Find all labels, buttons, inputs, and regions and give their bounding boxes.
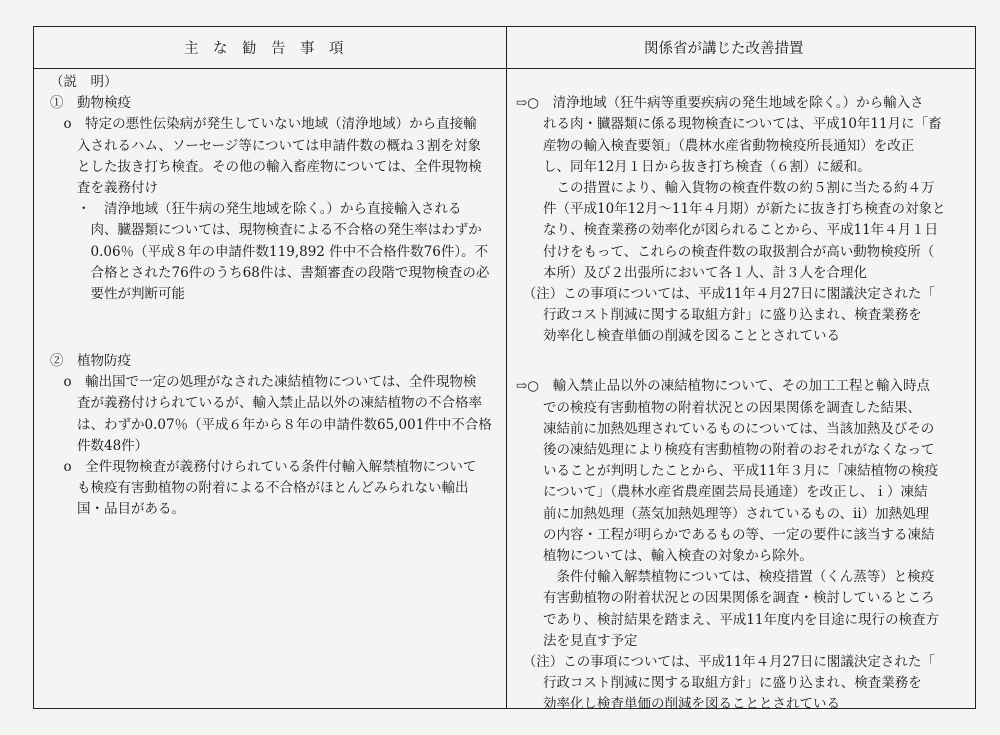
measures-column xyxy=(516,72,971,715)
spacer xyxy=(50,305,495,351)
item1-line: 0.06％（平成８年の申請件数119,892 件中不合格件数76件）。不 xyxy=(50,243,489,260)
measure2-line: 法を見直す予定 xyxy=(516,632,638,649)
item2-line: 査が義務付けられているが、輸入禁止品以外の凍結植物の不合格率 xyxy=(50,395,482,412)
item1-line: o 特定の悪性伝染病が発生していない地域（清浄地域）から直接輸 xyxy=(50,116,477,133)
item1-line: ・ 清浄地域（狂牛病の発生地域を除く。）から直接輸入される xyxy=(50,201,462,218)
measure1-line: なり、検査業務の効率化が図られることから、平成11年４月１日 xyxy=(516,222,939,239)
measure2-note: 効率化し検査単価の削減を図ることとされている xyxy=(516,696,840,713)
item1-line: 査を義務付け xyxy=(50,179,158,196)
measure2-line: ⇨○ 輸入禁止品以外の凍結植物について、その加工工程と輸入時点 xyxy=(516,378,931,395)
measure2-line: 条件付輸入解禁植物については、検疫措置（くん蒸等）と検疫 xyxy=(516,569,935,586)
item2-line: も検疫有害動植物の附着による不合格がほとんどみられない輸出 xyxy=(50,480,469,497)
item2-line: 件数48件） xyxy=(50,437,149,454)
measure2-line: 有害動植物の附着状況との因果関係を調査・検討しているところ xyxy=(516,590,935,607)
measure1-line: ⇨○ 清浄地域（狂牛病等重要疾病の発生地域を除く。）から輸入さ xyxy=(516,95,924,112)
measure2-line: 植物については、輸入検査の対象から除外。 xyxy=(516,547,813,564)
measure2-line: 後の凍結処理により検疫有害動植物の附着のおそれがなくなって xyxy=(516,442,935,458)
measure1-note: 効率化し検査単価の削減を図ることとされている xyxy=(516,328,840,345)
measure1-note: （注）この事項については、平成11年４月27日に閣議決定された「 xyxy=(516,285,935,302)
column-divider xyxy=(506,27,507,708)
item1-line: とした抜き打ち検査。その他の輸入畜産物については、全件現物検 xyxy=(50,158,482,175)
measure2-line: であり、検討結果を踏まえ、平成11年度内を目途に現行の検査方 xyxy=(516,611,939,628)
spacer xyxy=(516,347,971,376)
item1-line: 入されるハム、ソーセージ等については申請件数の概ね３割を対象 xyxy=(50,137,482,154)
item2-line: は、わずか0.07％（平成６年から８年の申請件数65,001件中不合格 xyxy=(50,416,492,433)
measure1-line: 産物の輸入検査要領」（農林水産省動物検疫所長通知）を改正 xyxy=(516,137,915,154)
item1-line: 合格とされた76件のうち68件は、書類審査の段階で現物検査の必 xyxy=(50,264,490,281)
item1-line: 要性が判断可能 xyxy=(50,285,185,302)
measure1-line: 件（平成10年12月～11年４月期）が新たに抜き打ち検査の対象と xyxy=(516,201,946,218)
item2-heading: ② 植物防疫 xyxy=(50,353,131,370)
measure2-line: 前に加熱処理（蒸気加熱処理等）されているもの、ⅱ）加熱処理 xyxy=(516,505,930,522)
measure2-line: いることが判明したことから、平成11年３月に「凍結植物の検疫 xyxy=(516,463,939,480)
recommendations-column xyxy=(50,72,495,521)
measure1-line: 本所）及び２出張所において各１人、計３人を合理化 xyxy=(516,264,867,281)
measure2-line: 凍結前に加熱処理されているものについては、当該加熱及びその xyxy=(516,420,935,437)
measure2-line: の内容・工程が明らかであるもの等、一定の要件に該当する凍結 xyxy=(516,526,935,543)
section-label: （説 明） xyxy=(50,74,118,90)
document-table xyxy=(33,26,976,713)
left-column-header: 主 な 勧 告 事 項 xyxy=(184,41,344,57)
measure1-line: れる肉・臓器類に係る現物検査については、平成10年11月に「畜 xyxy=(516,116,942,133)
right-column-header: 関係省が講じた改善措置 xyxy=(644,41,804,57)
item1-heading: ① 動物検疫 xyxy=(50,95,131,112)
item2-line: 国・品目がある。 xyxy=(50,501,185,518)
header-rule xyxy=(34,68,975,69)
measure2-note: （注）この事項については、平成11年４月27日に閣議決定された「 xyxy=(516,653,935,670)
measure1-line: し、同年12月１日から抜き打ち検査（６割）に緩和。 xyxy=(516,158,871,175)
measure2-line: での検疫有害動植物の附着状況との因果関係を調査した結果、 xyxy=(516,399,921,416)
item2-line: o 全件現物検査が義務付けられている条件付輸入解禁植物について xyxy=(50,459,477,475)
item1-line: 肉、臓器類については、現物検査による不合格の発生率はわずか xyxy=(50,222,482,239)
measure2-line: について」（農林水産省農産園芸局長通達）を改正し、ｉ）凍結 xyxy=(516,484,928,501)
measure1-note: 行政コスト削減に関する取組方針」に盛り込まれ、検査業務を xyxy=(516,307,922,324)
measure1-line: この措置により、輸入貨物の検査件数の約５割に当たる約４万 xyxy=(516,179,935,196)
measure1-line: 付けをもって、これらの検査件数の取扱割合が高い動物検疫所（ xyxy=(516,243,935,260)
measure2-note: 行政コスト削減に関する取組方針」に盛り込まれ、検査業務を xyxy=(516,675,922,692)
item2-line: o 輸出国で一定の処理がなされた凍結植物については、全件現物検 xyxy=(50,374,477,391)
